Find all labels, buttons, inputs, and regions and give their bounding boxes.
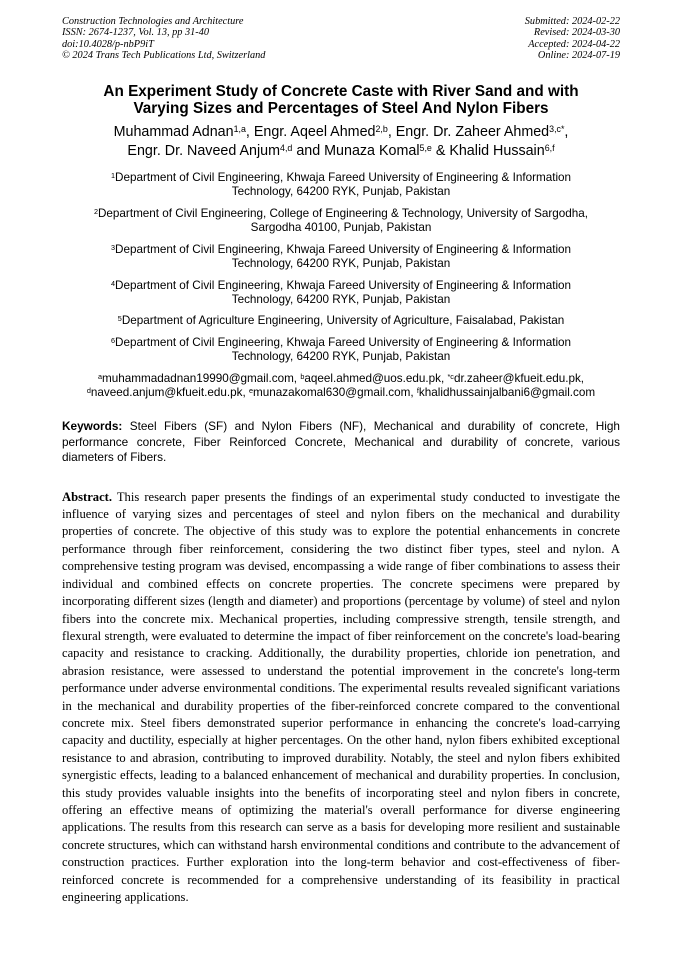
superscript-marker: 4 [110,278,115,288]
author-line-block [62,123,620,161]
text-line: Technology, 64200 RYK, Punjab, Pakistan [231,350,451,364]
superscript-marker: 3 [110,242,115,252]
superscript-marker: f [416,386,419,396]
accepted-date: Accepted: 2024-04-22 [528,38,620,50]
submission-dates [525,16,620,62]
superscript-marker: *c [447,372,454,382]
superscript-marker: d [86,386,91,396]
journal-info [62,16,265,62]
abstract-paragraph [62,489,620,907]
online-date: Online: 2024-07-19 [537,50,620,62]
affiliation [62,207,620,235]
abstract-label: Abstract. [62,489,113,504]
revised-date: Revised: 2024-03-30 [533,27,620,39]
text-line: $^3$Department of Civil Engineering, Khwaja Fareed University of Engineering & Information [110,242,572,256]
superscript-marker: 2 [93,206,98,216]
superscript-marker: 1,a [233,124,246,135]
text-line: Muhammad Adnan$^{1,a}$, Engr. Aqeel Ahmed$^{2,b}$, Engr. Dr. Zaheer Ahmed$^{3,c*}$, [113,123,569,140]
journal-doi: doi:10.4028/p-nbP9iT [62,38,154,50]
superscript-marker: e [248,386,254,396]
text-line: Technology, 64200 RYK, Punjab, Pakistan [231,256,451,270]
superscript-marker: 3,c* [549,124,565,135]
superscript-marker: 6 [110,336,115,346]
text-line: $^d$naveed.anjum@kfueit.edu.pk, $^e$munazakomal630@gmail.com, $^f$khalidhussainjalbani6@gmail.com [86,386,596,400]
abstract-text: This research paper presents the findings of an experimental study conducted to investigate the influence of varying sizes and percentages of steel and nylon fibers on the mechanical and durability properties of concrete. The objective of this study was to explore the potential enhancements in concrete performance through fiber reinforcement, considering the two distinct fiber types, steel and nylon. A comprehensive testing program was devised, encompassing a wide range of fiber combinations to assess their individual and combined effects on concrete properties. The concrete specimens were prepared by incorporating different sizes (length and diameter) and proportions (percentage by volume) of steel and nylon fibers into the concrete mix. Mechanical properties, including compressive strength, tensile strength, and flexural strength, were evaluated to determine the impact of fiber reinforcement on the concrete's load-bearing capacity and resistance to cracking. Additionally, the durability properties, chloride ion penetration, and abrasion resistance, were assessed to understand the potential improvement in the concrete's long-term performance under adverse environmental conditions. The experimental results revealed significant variations in the mechanical and durability properties of the fiber-reinforced concrete compared to the conventional concrete mix. Steel fibers demonstrated superior performance in enhancing the concrete's load-carrying capacity and ductility, especially at higher percentages. On the other hand, nylon fibers exhibited exceptional resistance to and abrasion, contributing to improved durability. Notably, the steel and nylon fibers exhibited synergistic effects, leading to a balanced enhancement of mechanical and durability properties. In conclusion, this study provides valuable insights into the benefits of incorporating steel and nylon fibers in concrete, offering an effective means of optimizing the material's overall performance for diverse engineering applications. The results from this research can serve as a basis for developing more resilient and sustainable concrete structures, which can withstand harsh environmental conditions and contribute to the advancement of construction practices. Further exploration into the long-term behavior and cost-effectiveness of fiber-reinforced concrete is recommended for a comprehensive understanding of its feasibility in practical engineering applications. [62,489,620,905]
paper-title-line-1: An Experiment Study of Concrete Caste with River Sand and with [103,82,579,100]
superscript-marker: 5,e [419,143,432,154]
affiliation [62,243,620,271]
author-emails [62,372,620,400]
superscript-marker: a [97,372,102,382]
paper-title-line-2: Varying Sizes and Percentages of Steel And Nylon Fibers [133,100,549,118]
author-list [62,123,620,161]
text-line: Technology, 64200 RYK, Punjab, Pakistan [231,292,451,306]
superscript-marker: 1 [110,170,115,180]
submitted-date: Submitted: 2024-02-22 [524,16,620,27]
text-line: Engr. Dr. Naveed Anjum$^{4,d}$ and Munaza Komal$^{5,e}$ & Khalid Hussain$^{6,f}$ [127,142,555,159]
journal-header [62,16,620,62]
journal-copyright: © 2024 Trans Tech Publications Ltd, Switzerland [62,50,266,62]
superscript-marker: 5 [117,314,122,324]
superscript-marker: 6,f [544,143,555,154]
keywords-label: Keywords: [62,419,123,434]
superscript-marker: 4,d [280,143,293,154]
keywords-paragraph [62,419,620,465]
email-line-block [62,372,620,400]
affiliation-list [62,171,620,365]
text-line: $^5$Department of Agriculture Engineering, University of Agriculture, Faisalabad, Pakistan [117,314,565,328]
affiliation [62,336,620,364]
text-line: $^6$Department of Civil Engineering, Khwaja Fareed University of Engineering & Information [110,336,572,350]
text-line: $^2$Department of Civil Engineering, College of Engineering & Technology, University of Sargodha, [93,206,589,220]
superscript-marker: 2,b [375,124,388,135]
superscript-marker: b [300,372,305,382]
text-line: $^a$muhammadadnan19990@gmail.com, $^b$aqeel.ahmed@uos.edu.pk, $^{*c}$dr.zaheer@kfueit.edu.pk, [97,372,585,386]
affiliation [62,279,620,307]
journal-issn-volume: ISSN: 2674-1237, Vol. 13, pp 31-40 [62,27,210,39]
text-line: $^4$Department of Civil Engineering, Khwaja Fareed University of Engineering & Information [110,278,572,292]
paper-title [62,83,620,118]
text-line: Sargodha 40100, Punjab, Pakistan [250,220,432,234]
text-line: $^1$Department of Civil Engineering, Khwaja Fareed University of Engineering & Information [110,170,572,184]
affiliation [62,171,620,199]
journal-name: Construction Technologies and Architecture [62,16,244,27]
text-line: Technology, 64200 RYK, Punjab, Pakistan [231,185,451,199]
affiliation [62,314,620,328]
keywords-text: Steel Fibers (SF) and Nylon Fibers (NF), Mechanical and durability of concrete, High performance concrete, Fiber Reinforced Concrete, Mechanical and durability of concrete, various diameters of Fibers. [62,419,620,465]
